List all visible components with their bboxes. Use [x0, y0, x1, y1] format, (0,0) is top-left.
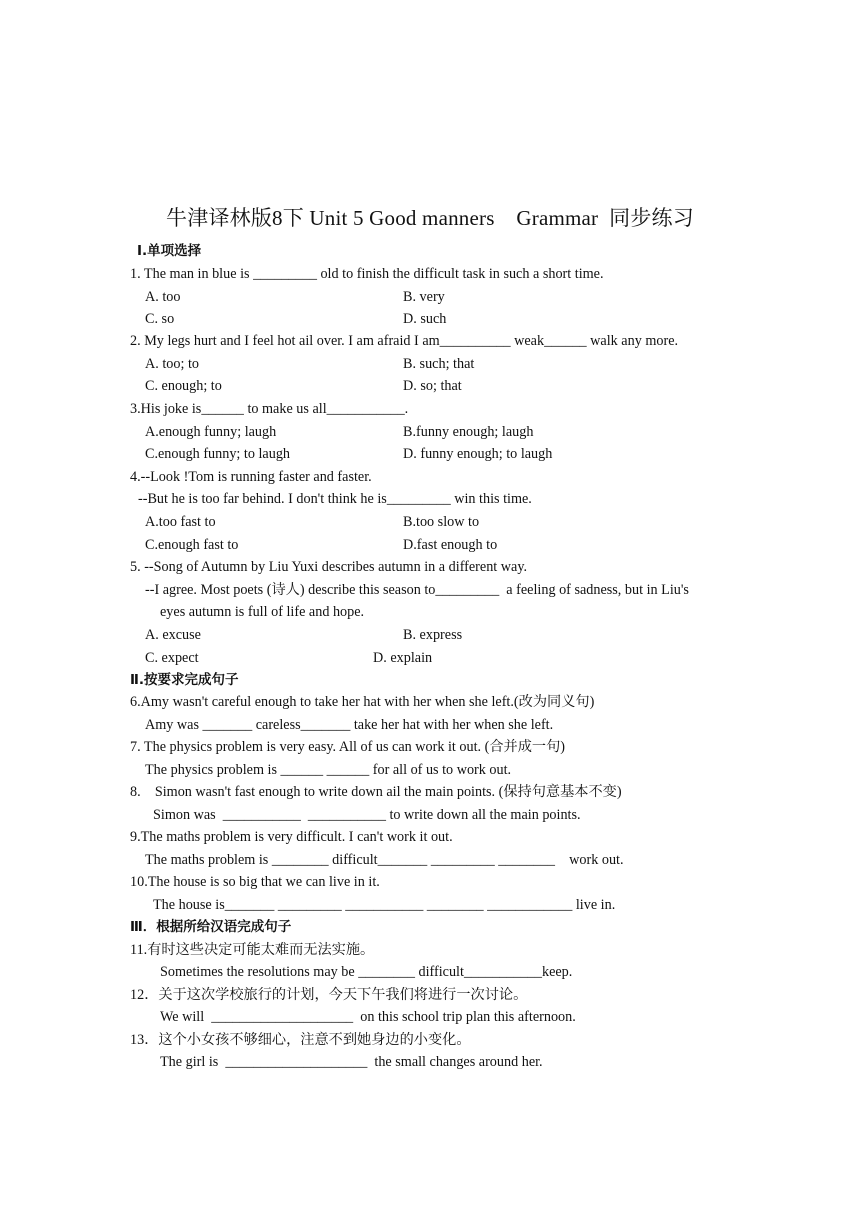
question-3-stem: 3.His joke is______ to make us all___________.	[130, 401, 409, 417]
question-8-prompt: 8. Simon wasn't fast enough to write down ail the main points. (保持句意基本不变)	[130, 784, 622, 800]
question-12-prompt: 12．关于这次学校旅行的计划，今天下午我们将进行一次讨论。	[130, 987, 528, 1003]
question-10-prompt: 10.The house is so big that we can live in it.	[130, 874, 380, 890]
question-9-prompt: 9.The maths problem is very difficult. I can't work it out.	[130, 829, 453, 845]
question-2-option-d: D. so; that	[403, 378, 462, 394]
question-5-stem-reply: --I agree. Most poets (诗人) describe this season to_________ a feeling of sadness, but in Liu's	[145, 582, 689, 598]
question-10-answer-line: The house is_______ _________ ___________ ________ ____________ live in.	[153, 897, 616, 913]
question-3-option-b: B.funny enough; laugh	[403, 424, 534, 440]
question-3-option-c: C.enough funny; to laugh	[145, 446, 291, 462]
question-5-option-d: D. explain	[373, 650, 433, 666]
section-2-heading: Ⅱ.按要求完成句子	[130, 672, 239, 688]
section-3-heading: Ⅲ．根据所给汉语完成句子	[130, 919, 292, 935]
question-12-answer-line: We will ____________________ on this school trip plan this afternoon.	[160, 1009, 576, 1025]
question-11-prompt: 11.有时这些决定可能太难而无法实施。	[130, 942, 375, 958]
question-3-option-d: D. funny enough; to laugh	[403, 446, 553, 462]
question-4-stem: 4.--Look !Tom is running faster and faster.	[130, 469, 372, 485]
question-7-answer-line: The physics problem is ______ ______ for all of us to work out.	[145, 762, 512, 778]
question-1-option-a: A. too	[145, 289, 181, 305]
question-5-option-b: B. express	[403, 627, 463, 643]
question-2-option-b: B. such; that	[403, 356, 475, 372]
question-4-option-b: B.too slow to	[403, 514, 480, 530]
question-4-stem-reply: --But he is too far behind. I don't think he is_________ win this time.	[138, 491, 532, 507]
question-5-stem-continued: eyes autumn is full of life and hope.	[160, 604, 365, 620]
question-1-option-d: D. such	[403, 311, 447, 327]
question-1-option-c: C. so	[145, 311, 175, 327]
question-5-option-a: A. excuse	[145, 627, 201, 643]
question-4-option-c: C.enough fast to	[145, 537, 239, 553]
question-9-answer-line: The maths problem is ________ difficult_______ _________ ________ work out.	[145, 852, 624, 868]
question-3-option-a: A.enough funny; laugh	[145, 424, 277, 440]
page-title: 牛津译林版8下 Unit 5 Good manners Grammar 同步练习	[166, 206, 694, 230]
question-6-prompt: 6.Amy wasn't careful enough to take her hat with her when she left.(改为同义句)	[130, 694, 595, 710]
question-2-option-a: A. too; to	[145, 356, 199, 372]
question-2-stem: 2. My legs hurt and I feel hot ail over. I am afraid I am__________ weak______ walk any more.	[130, 333, 679, 349]
section-1-heading: I.单项选择	[137, 243, 202, 259]
question-11-answer-line: Sometimes the resolutions may be ________ difficult___________keep.	[160, 964, 573, 980]
question-5-stem: 5. --Song of Autumn by Liu Yuxi describes autumn in a different way.	[130, 559, 528, 575]
question-1-option-b: B. very	[403, 289, 445, 305]
question-5-option-c: C. expect	[145, 650, 199, 666]
question-7-prompt: 7. The physics problem is very easy. All of us can work it out. (合并成一句)	[130, 739, 566, 755]
question-6-answer-line: Amy was _______ careless_______ take her hat with her when she left.	[145, 717, 554, 733]
question-13-prompt: 13．这个小女孩不够细心，注意不到她身边的小变化。	[130, 1032, 471, 1048]
question-8-answer-line: Simon was ___________ ___________ to write down all the main points.	[153, 807, 581, 823]
question-2-option-c: C. enough; to	[145, 378, 222, 394]
question-13-answer-line: The girl is ____________________ the small changes around her.	[160, 1054, 543, 1070]
question-1-stem: 1. The man in blue is _________ old to finish the difficult task in such a short time.	[130, 266, 604, 282]
question-4-option-d: D.fast enough to	[403, 537, 498, 553]
question-4-option-a: A.too fast to	[145, 514, 216, 530]
